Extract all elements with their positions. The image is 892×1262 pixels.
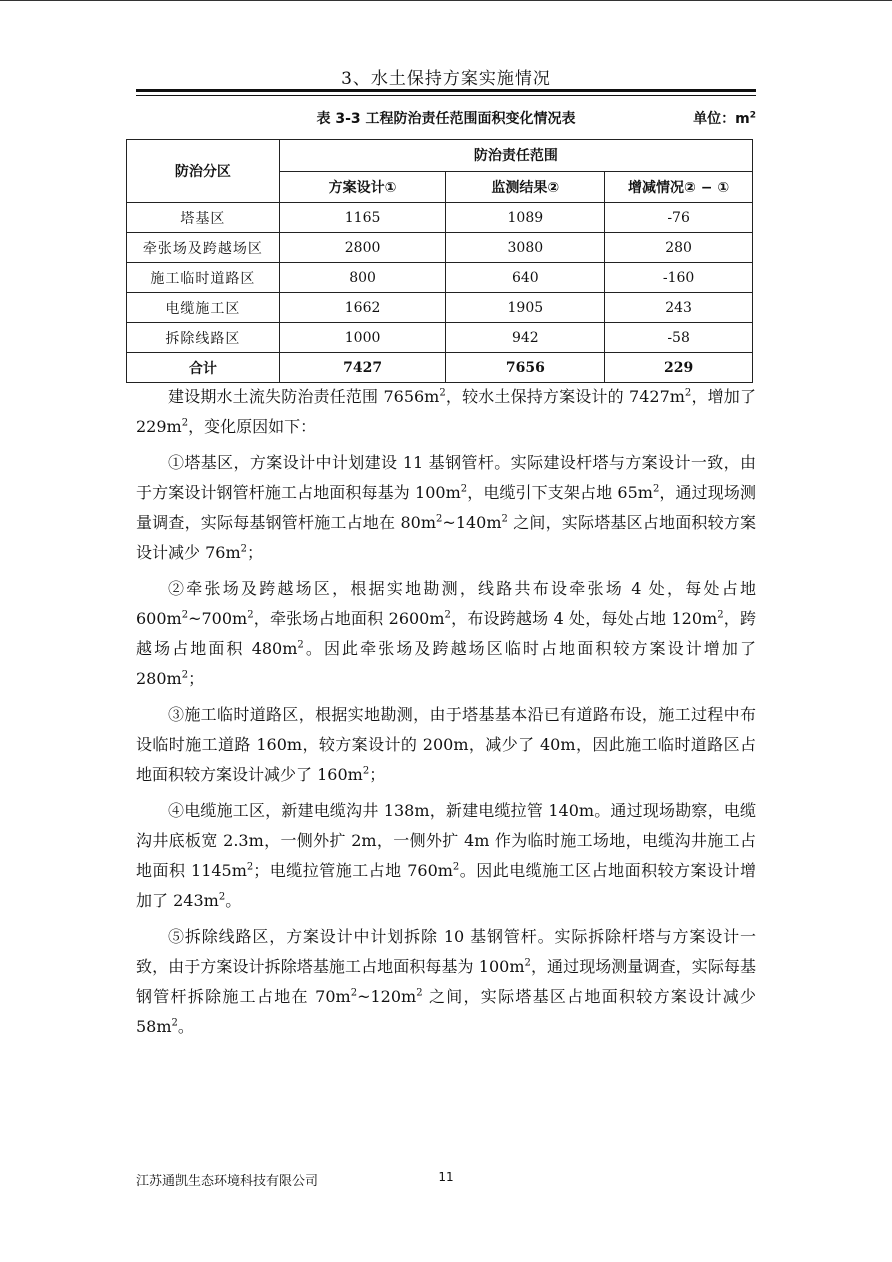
superscript: 2 [652, 483, 660, 495]
row-change: -58 [605, 323, 753, 353]
total-monitor: 7656 [446, 353, 605, 383]
table-row [127, 323, 753, 353]
text-segment: ； [188, 669, 205, 688]
paragraph-intro [136, 382, 756, 442]
area-change-table [126, 139, 753, 383]
paragraph-temp-road [136, 700, 756, 790]
superscript: 2 [524, 957, 531, 969]
row-change: 280 [605, 233, 753, 263]
text-segment: 。 [177, 1017, 194, 1036]
text-segment: ；电缆拉管施工占地 760m [253, 861, 453, 880]
table-row [127, 233, 753, 263]
table-row [127, 263, 753, 293]
row-monitor: 942 [446, 323, 605, 353]
text-segment: ，较水土保持方案设计的 7427m [445, 387, 685, 406]
header-zone: 防治分区 [127, 140, 280, 203]
superscript: 2 [181, 417, 189, 429]
text-segment: ，电缆引下支架占地 65m [467, 483, 653, 502]
body-text [136, 382, 756, 1048]
text-segment: ~700m [188, 609, 248, 628]
header-monitoring-result: 监测结果② [446, 171, 605, 203]
row-plan: 2800 [279, 233, 446, 263]
row-change: -160 [605, 263, 753, 293]
superscript: 2 [218, 891, 226, 903]
row-change: 243 [605, 293, 753, 323]
text-segment: ~120m [357, 987, 417, 1006]
paragraph-cable [136, 796, 756, 916]
superscript: 2 [439, 387, 446, 399]
row-zone: 塔基区 [127, 203, 280, 233]
row-plan: 1662 [279, 293, 446, 323]
superscript: 2 [181, 609, 189, 621]
paragraph-tower-base [136, 448, 756, 568]
unit-label: 单位：m [693, 111, 750, 127]
running-header-title: 3、水土保持方案实施情况 [341, 69, 551, 89]
text-segment: ，通过现场测量调查，实际每基钢管杆施工占地在 80m [136, 483, 756, 532]
text-segment: ，增加了 229m [136, 387, 756, 436]
superscript: 2 [247, 609, 254, 621]
superscript: 2 [501, 513, 508, 525]
top-border-line [0, 0, 892, 1]
table-unit [693, 108, 756, 128]
text-segment: ； [247, 543, 264, 562]
text-segment: 。因此电缆施工区占地面积较方案设计增加了 243m [136, 861, 756, 910]
header-rule-thin [136, 95, 756, 96]
text-segment: ，跨越场占地面积 480m [136, 609, 756, 658]
text-segment: ，布设跨越场 4 处，每处占地 120m [450, 609, 718, 628]
superscript: 2 [460, 483, 468, 495]
superscript: 2 [717, 609, 724, 621]
table-row [127, 293, 753, 323]
row-change: -76 [605, 203, 753, 233]
text-segment: 建设期水土流失防治责任范围 7656m [168, 387, 440, 406]
header-responsibility-range: 防治责任范围 [279, 140, 752, 172]
text-segment: ④电缆施工区，新建电缆沟井 138m，新建电缆拉管 140m。通过现场勘察，电缆沟井底板宽 2.3m，一侧外扩 2m，一侧外扩 4m 作为临时施工场地，电缆沟井施工占地面积 1145m [136, 801, 756, 880]
paragraph-tension-site [136, 574, 756, 694]
paragraph-demolition [136, 922, 756, 1042]
text-segment: ，牵张场占地面积 2600m [253, 609, 445, 628]
table-row [127, 203, 753, 233]
row-monitor: 1089 [446, 203, 605, 233]
row-zone: 施工临时道路区 [127, 263, 280, 293]
header-change: 增减情况② − ① [605, 171, 753, 203]
row-zone: 拆除线路区 [127, 323, 280, 353]
header-rule-thick [136, 89, 756, 92]
row-zone: 牵张场及跨越场区 [127, 233, 280, 263]
row-zone: 电缆施工区 [127, 293, 280, 323]
table-caption: 表 3-3 工程防治责任范围面积变化情况表 [316, 111, 576, 127]
superscript: 2 [362, 765, 370, 777]
superscript: 2 [246, 861, 254, 873]
header-plan-design: 方案设计① [279, 171, 446, 203]
text-segment: ②牵张场及跨越场区，根据实地勘测，线路共布设牵张场 4 处，每处占地 600m [136, 579, 756, 628]
total-change: 229 [605, 353, 753, 383]
row-monitor: 1905 [446, 293, 605, 323]
text-segment: ⑤拆除线路区，方案设计中计划拆除 10 基钢管杆。实际拆除杆塔与方案设计一致，由于方案设计拆除塔基施工占地面积每基为 100m [136, 927, 756, 976]
text-segment: ~140m [442, 513, 502, 532]
row-plan: 1000 [279, 323, 446, 353]
superscript: 2 [171, 1017, 178, 1029]
row-plan: 800 [279, 263, 446, 293]
superscript: 2 [452, 861, 460, 873]
text-segment: 。 [225, 891, 242, 910]
superscript: 2 [436, 513, 443, 525]
superscript: 2 [181, 669, 189, 681]
text-segment: ③施工临时道路区，根据实地勘测，由于塔基基本沿已有道路布设，施工过程中布设临时施工道路 160m，较方案设计的 200m，减少了 40m，因此施工临时道路区占地面积较方案设计减少了 160m [136, 705, 756, 784]
total-plan: 7427 [279, 353, 446, 383]
text-segment: ，变化原因如下： [188, 417, 317, 436]
unit-superscript: 2 [749, 110, 756, 121]
text-segment: ，通过现场测量调查，实际每基钢管杆拆除施工占地在 70m [136, 957, 756, 1006]
superscript: 2 [684, 387, 692, 399]
text-segment: 之间，实际塔基区占地面积较方案设计减少 76m [136, 513, 756, 562]
table-caption-bar [136, 106, 756, 128]
text-segment: ①塔基区，方案设计中计划建设 11 基钢管杆。实际建设杆塔与方案设计一致，由于方案设计钢管杆施工占地面积每基为 100m [136, 453, 756, 502]
row-plan: 1165 [279, 203, 446, 233]
table-total-row [127, 353, 753, 383]
superscript: 2 [416, 987, 423, 999]
text-segment: 之间，实际塔基区占地面积较方案设计减少 58m [136, 987, 756, 1036]
superscript: 2 [240, 543, 247, 555]
row-monitor: 640 [446, 263, 605, 293]
page-number: 11 [438, 1170, 454, 1184]
row-monitor: 3080 [446, 233, 605, 263]
superscript: 2 [350, 987, 358, 999]
superscript: 2 [444, 609, 451, 621]
text-segment: ； [369, 765, 386, 784]
superscript: 2 [297, 639, 304, 651]
total-label: 合计 [127, 353, 280, 383]
footer-company-name: 江苏通凯生态环境科技有限公司 [136, 1174, 319, 1189]
text-segment: 。因此牵张场及跨越场区临时占地面积较方案设计增加了 280m [136, 639, 756, 688]
